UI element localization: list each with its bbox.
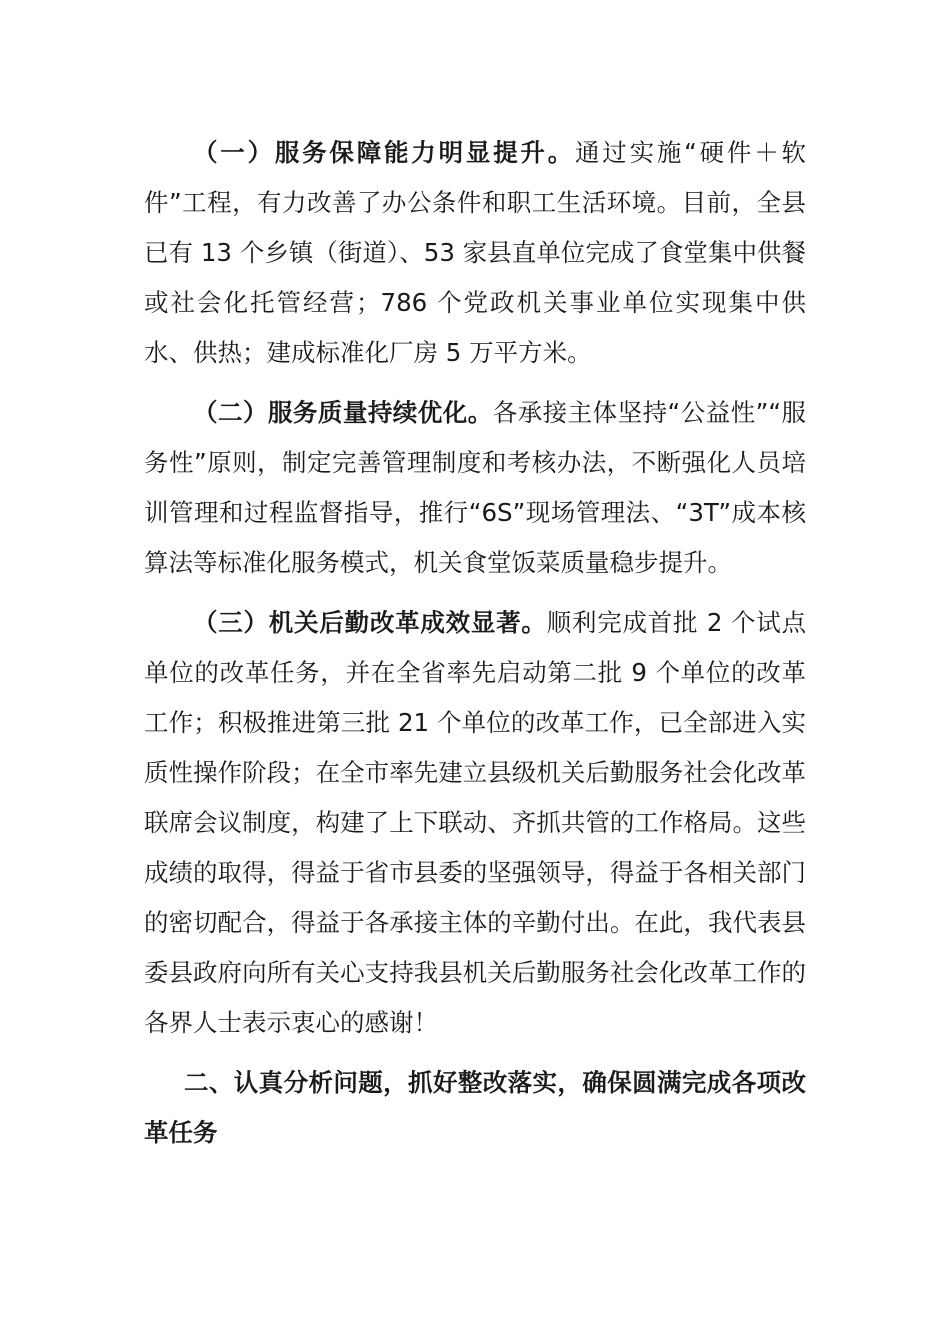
paragraph-service-quality [144,388,806,588]
paragraph-lead: （二）服务质量持续优化。 [193,398,493,427]
document-page [144,128,806,1158]
paragraph-reform-results [144,598,806,1048]
paragraph-body: 顺利完成首批 2 个试点单位的改革任务，并在全省率先启动第二批 9 个单位的改革工作；积极推进第三批 21 个单位的改革工作，已全部进入实质性操作阶段；在全市率先建立县级机关后勤服务社会化改革联席会议制度，构建了上下联动、齐抓共管的工作格局。这些成绩的取得，得益于省市县委的坚强领导，得益于各相关部门的密切配合，得益于各承接主体的辛勤付出。在此，我代表县委县政府向所有关心支持我县机关后勤服务社会化改革工作的各界人士表示衷心的感谢！ [144,608,807,1037]
paragraph-body: 各承接主体坚持“公益性”“服务性”原则，制定完善管理制度和考核办法，不断强化人员培训管理和过程监督指导，推行“6S”现场管理法、“3T”成本核算法等标准化服务模式，机关食堂饭菜质量稳步提升。 [144,398,807,577]
paragraph-lead: （一）服务保障能力明显提升。 [193,138,576,167]
paragraph-lead: （三）机关后勤改革成效显著。 [193,608,547,637]
paragraph-body: 通过实施“硬件＋软件”工程，有力改善了办公条件和职工生活环境。目前，全县已有 13 个乡镇（街道）、53 家县直单位完成了食堂集中供餐或社会化托管经营；786 个党政机关事业单位实现集中供水、供热；建成标准化厂房 5 万平方米。 [144,138,806,367]
paragraph-service-capability [144,128,806,378]
section-heading: 二、认真分析问题，抓好整改落实，确保圆满完成各项改革任务 [144,1068,806,1147]
